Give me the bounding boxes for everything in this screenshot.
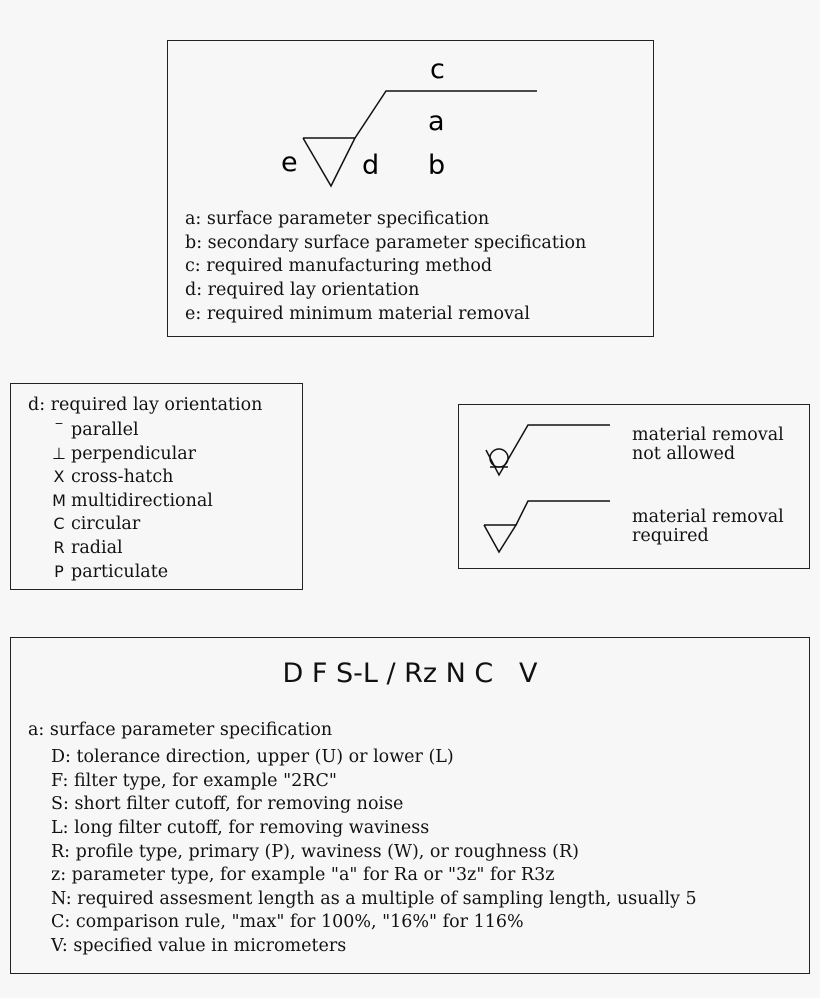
lay-item-circular: C circular <box>47 512 140 537</box>
spec-item-f: F: filter type, for example "2RC" <box>51 771 337 791</box>
lay-item-multidirectional: M multidirectional <box>47 489 213 514</box>
label-e: e <box>281 147 298 178</box>
symbol-extension-line <box>355 91 537 138</box>
legend-item-a: a: surface parameter specification <box>185 209 490 229</box>
not-allowed-line-1: material removal <box>632 425 784 445</box>
circle-icon <box>490 449 508 467</box>
spec-item-d: D: tolerance direction, upper (U) or lower (L) <box>51 747 454 767</box>
parallel-icon: ‾ <box>55 422 63 437</box>
lay-item-cross-hatch: X cross-hatch <box>47 465 173 490</box>
required-line-2: required <box>632 526 709 546</box>
lay-title: d: required lay orientation <box>28 395 263 415</box>
triangle-symbol <box>303 138 355 186</box>
spec-item-v: V: specified value in micrometers <box>51 936 347 956</box>
symbol-box <box>167 40 654 337</box>
label-b: b <box>428 150 446 181</box>
radial-icon: R <box>53 538 65 557</box>
removal-not-allowed-symbol <box>459 405 619 485</box>
label-a: a <box>428 106 445 137</box>
required-line-1: material removal <box>632 507 784 527</box>
removal-required-symbol <box>459 485 619 565</box>
particulate-icon: P <box>54 562 64 581</box>
not-allowed-line-2: not allowed <box>632 444 736 464</box>
cross-hatch-icon: X <box>53 467 65 486</box>
legend-item-c: c: required manufacturing method <box>185 256 493 276</box>
label-d: d <box>362 150 380 181</box>
lay-item-particulate: P particulate <box>47 560 168 585</box>
surface-symbol-diagram <box>168 41 655 211</box>
lay-item-radial: R radial <box>47 536 123 561</box>
legend-item-e: e: required minimum material removal <box>185 304 530 324</box>
lay-item-perpendicular: ⊥ perpendicular <box>47 442 196 467</box>
spec-formula: D F S-L / Rz N C V <box>282 658 538 689</box>
label-c: c <box>430 54 445 85</box>
spec-item-l: L: long filter cutoff, for removing waviness <box>51 818 430 838</box>
lay-item-parallel: ‾ parallel <box>47 418 139 443</box>
spec-item-c: C: comparison rule, "max" for 100%, "16%" for 116% <box>51 912 524 932</box>
spec-item-n: N: required assesment length as a multiple of sampling length, usually 5 <box>51 889 697 909</box>
lay-orientation-box <box>10 383 303 590</box>
perpendicular-icon: ⊥ <box>52 444 66 463</box>
parameter-spec-box <box>10 637 810 974</box>
multidirectional-icon: M <box>52 491 66 510</box>
spec-title: a: surface parameter specification <box>28 720 333 740</box>
circular-icon: C <box>53 514 65 533</box>
legend-item-d: d: required lay orientation <box>185 280 420 300</box>
spec-item-s: S: short filter cutoff, for removing noise <box>51 794 404 814</box>
legend-item-b: b: secondary surface parameter specification <box>185 233 587 253</box>
spec-item-r: R: profile type, primary (P), waviness (W), or roughness (R) <box>51 842 579 862</box>
spec-item-z: z: parameter type, for example "a" for Ra or "3z" for R3z <box>51 865 555 885</box>
material-removal-box <box>458 404 810 569</box>
